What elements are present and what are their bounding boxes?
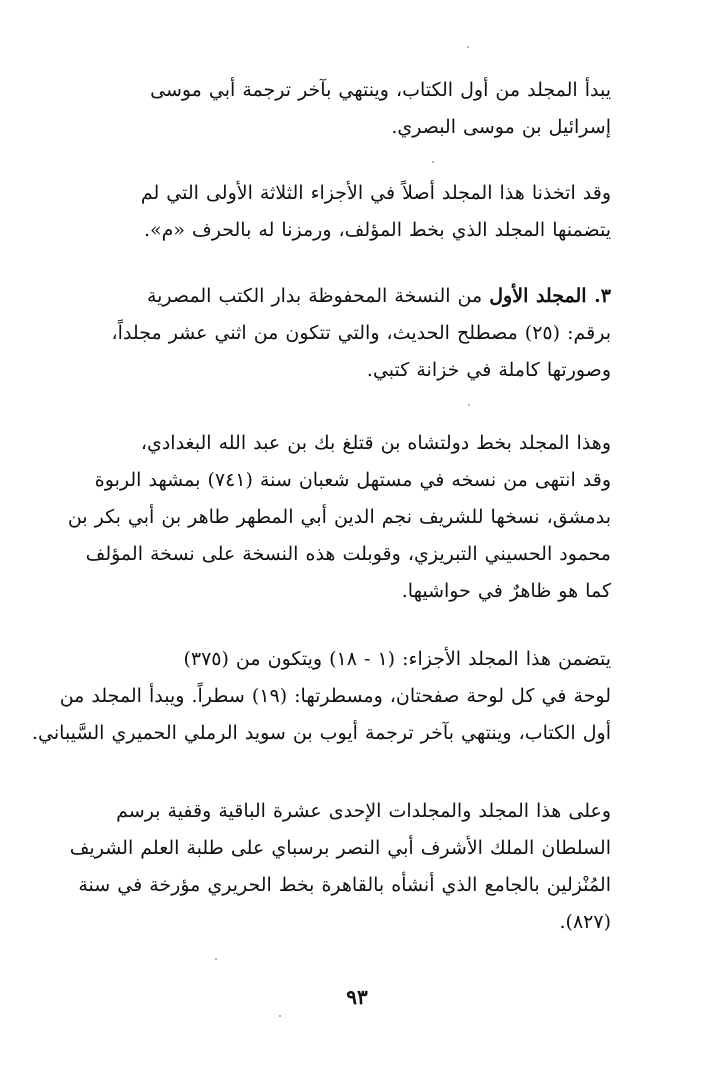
text-line: وعلى هذا المجلد والمجلدات الإحدى عشرة الباقية وقفية برسم bbox=[116, 800, 611, 822]
text-run: من النسخة المحفوظة بدار الكتب المصرية bbox=[146, 285, 483, 307]
paragraph bbox=[108, 175, 611, 249]
scan-speck bbox=[432, 161, 434, 163]
text-line: لوحة في كل لوحة صفحتان، ومسطرتها: (١٩) سطراً. ويبدأ المجلد من bbox=[59, 685, 611, 707]
text-line: إسرائيل بن موسى البصري. bbox=[391, 116, 611, 138]
paragraph bbox=[108, 278, 611, 389]
scan-speck bbox=[468, 404, 470, 406]
text-line: وهذا المجلد بخط دولتشاه بن قتلغ بك بن عبد الله البغدادي، bbox=[140, 432, 611, 454]
page-number: ٩٣ bbox=[346, 985, 368, 1009]
text-line: يتضمن هذا المجلد الأجزاء: (١ - ١٨) ويتكون من (٣٧٥) bbox=[183, 648, 611, 670]
text-line: برقم: (٢٥) مصطلح الحديث، والتي تتكون من اثني عشر مجلداً، bbox=[111, 322, 611, 344]
text-line: يبدأ المجلد من أول الكتاب، وينتهي بآخر ترجمة أبي موسى bbox=[150, 79, 611, 101]
text-line: وقد انتهى من نسخه في مستهل شعبان سنة (٧٤١) بمشهد الربوة bbox=[94, 469, 611, 491]
paragraph bbox=[108, 72, 611, 146]
text-line bbox=[108, 278, 611, 315]
text-line: السلطان الملك الأشرف أبي النصر برسباي على طلبة العلم الشريف bbox=[69, 837, 611, 859]
text-line: المُنْزلين بالجامع الذي أنشأه بالقاهرة بخط الحريري مؤرخة في سنة bbox=[78, 874, 611, 896]
text-line: يتضمنها المجلد الذي بخط المؤلف، ورمزنا له بالحرف «م». bbox=[143, 219, 611, 241]
text-line: (٨٢٧). bbox=[559, 911, 611, 933]
scan-speck bbox=[467, 46, 469, 48]
text-line: محمود الحسيني التبريزي، وقوبلت هذه النسخة على نسخة المؤلف bbox=[85, 543, 611, 565]
text-line: بدمشق، نسخها للشريف نجم الدين أبي المطهر طاهر بن أبي بكر بن bbox=[67, 506, 611, 528]
text-line: وقد اتخذنا هذا المجلد أصلاً في الأجزاء الثلاثة الأولى التي لم bbox=[140, 182, 611, 204]
text-line: وصورتها كاملة في خزانة كتبي. bbox=[366, 359, 611, 381]
section-heading: ٣. المجلد الأول bbox=[489, 285, 611, 307]
paragraph bbox=[67, 425, 611, 610]
scan-speck bbox=[279, 1015, 281, 1017]
paragraph bbox=[32, 641, 611, 752]
scan-speck bbox=[215, 958, 217, 960]
text-line: أول الكتاب، وينتهي بآخر ترجمة أيوب بن سويد الرملي الحميري السَّيباني. bbox=[32, 722, 611, 744]
paragraph bbox=[69, 793, 611, 941]
text-line: كما هو ظاهرٌ في حواشيها. bbox=[401, 580, 611, 602]
